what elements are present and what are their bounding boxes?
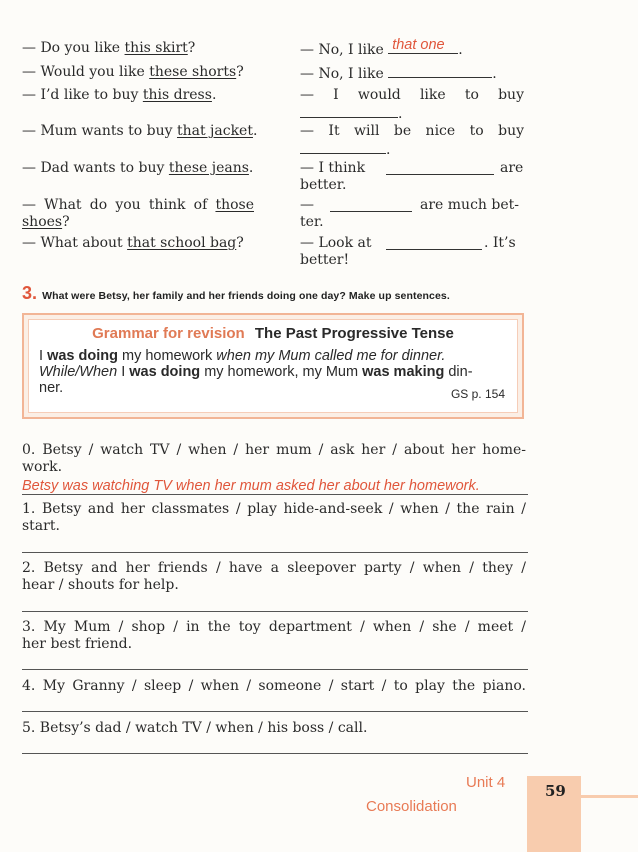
grammar-title: The Past Progressive Tense <box>254 325 454 342</box>
grammar-title-row <box>39 326 507 342</box>
answer-blank[interactable] <box>386 236 482 250</box>
dialogue-right-7: — Look at <box>300 235 372 251</box>
dialogue-left-5: — Dad wants to buy these jeans. <box>22 160 254 176</box>
answer-line-5[interactable] <box>22 753 528 754</box>
answer-blank[interactable] <box>386 161 494 175</box>
dialogue-right-7b: better! <box>300 252 350 268</box>
dialogue-right-3b: . <box>300 104 402 123</box>
dialogue-left-1: — Do you like this skirt? <box>22 40 196 56</box>
dialogue-right-6: — <box>300 197 314 213</box>
grammar-heading: Grammar for revision <box>92 325 245 342</box>
answer-blank[interactable]: that one <box>388 40 458 54</box>
answer-line-3[interactable] <box>22 669 528 670</box>
exercise-heading <box>22 283 450 304</box>
page-number: 59 <box>545 782 566 800</box>
sentence-item-3-line1: 3. My Mum / shop / in the toy department / when / she / meet / <box>22 619 526 635</box>
grammar-box-inner <box>28 319 518 413</box>
grammar-box <box>22 313 524 419</box>
dialogue-left-2: — Would you like these shorts? <box>22 64 244 80</box>
sentence-item-2-line2: hear / shouts for help. <box>22 577 179 593</box>
page-tab-stripe <box>581 795 638 798</box>
sentence-item-0-line1: 0. Betsy / watch TV / when / her mum / ask her / about her home- <box>22 442 526 458</box>
grammar-reference: GS p. 154 <box>450 387 505 401</box>
dialogue-left-3: — I’d like to buy this dress. <box>22 87 217 103</box>
answer-line-4[interactable] <box>22 711 528 712</box>
answer-blank[interactable] <box>300 104 398 118</box>
exercise-instruction: What were Betsy, her family and her friends doing one day? Make up sentences. <box>42 290 450 302</box>
answer-blank[interactable] <box>330 198 412 212</box>
dialogue-right-5b: better. <box>300 177 347 193</box>
dialogue-right-6-after: are much bet- <box>420 197 519 213</box>
dialogue-left-6b: shoes? <box>22 214 70 230</box>
grammar-line-3: ner. <box>39 380 64 396</box>
sentence-item-0-answer: Betsy was watching TV when her mum asked her about her homework. <box>22 478 480 494</box>
grammar-line-1: I was doing my homework when my Mum called me for dinner. <box>39 348 446 364</box>
dialogue-left-7: — What about that school bag? <box>22 235 244 251</box>
dialogue-right-1: — No, I like that one . <box>300 37 463 58</box>
dialogue-right-4: — It will be nice to buy <box>300 123 524 139</box>
dialogue-right-3: — I would like to buy <box>300 87 524 103</box>
sentence-item-1-line1: 1. Betsy and her classmates / play hide-and-seek / when / the rain / <box>22 501 526 517</box>
footer-unit: Unit 4 <box>466 774 506 791</box>
dialogue-right-2: — No, I like . <box>300 66 497 82</box>
answer-line-0[interactable] <box>22 494 528 495</box>
sentence-item-3-line2: her best friend. <box>22 636 133 652</box>
answer-line-1[interactable] <box>22 552 528 553</box>
sentence-item-2-line1: 2. Betsy and her friends / have a sleepover party / when / they / <box>22 560 526 576</box>
sentence-item-4-line1: 4. My Granny / sleep / when / someone / start / to play the piano. <box>22 678 526 694</box>
dialogue-left-4: — Mum wants to buy that jacket. <box>22 123 258 139</box>
dialogue-right-4b: . <box>300 140 390 159</box>
sentence-item-0-line2: work. <box>22 459 63 475</box>
dialogue-right-7-after: . It’s <box>484 235 516 251</box>
sentence-item-5-line1: 5. Betsy’s dad / watch TV / when / his boss / call. <box>22 720 368 736</box>
exercise-number: 3. <box>22 283 38 303</box>
answer-blank[interactable] <box>300 140 386 154</box>
answer-blank[interactable] <box>388 64 492 78</box>
answer-line-2[interactable] <box>22 611 528 612</box>
sentence-item-1-line2: start. <box>22 518 60 534</box>
dialogue-right-6b: ter. <box>300 214 324 230</box>
dialogue-right-5-after: are <box>500 160 524 176</box>
footer-section: Consolidation <box>366 798 457 815</box>
dialogue-left-6: — What do you think of those <box>22 197 254 213</box>
dialogue-right-5: — I think <box>300 160 366 176</box>
grammar-line-2: While/When I was doing my homework, my Mum was making din- <box>39 364 473 380</box>
